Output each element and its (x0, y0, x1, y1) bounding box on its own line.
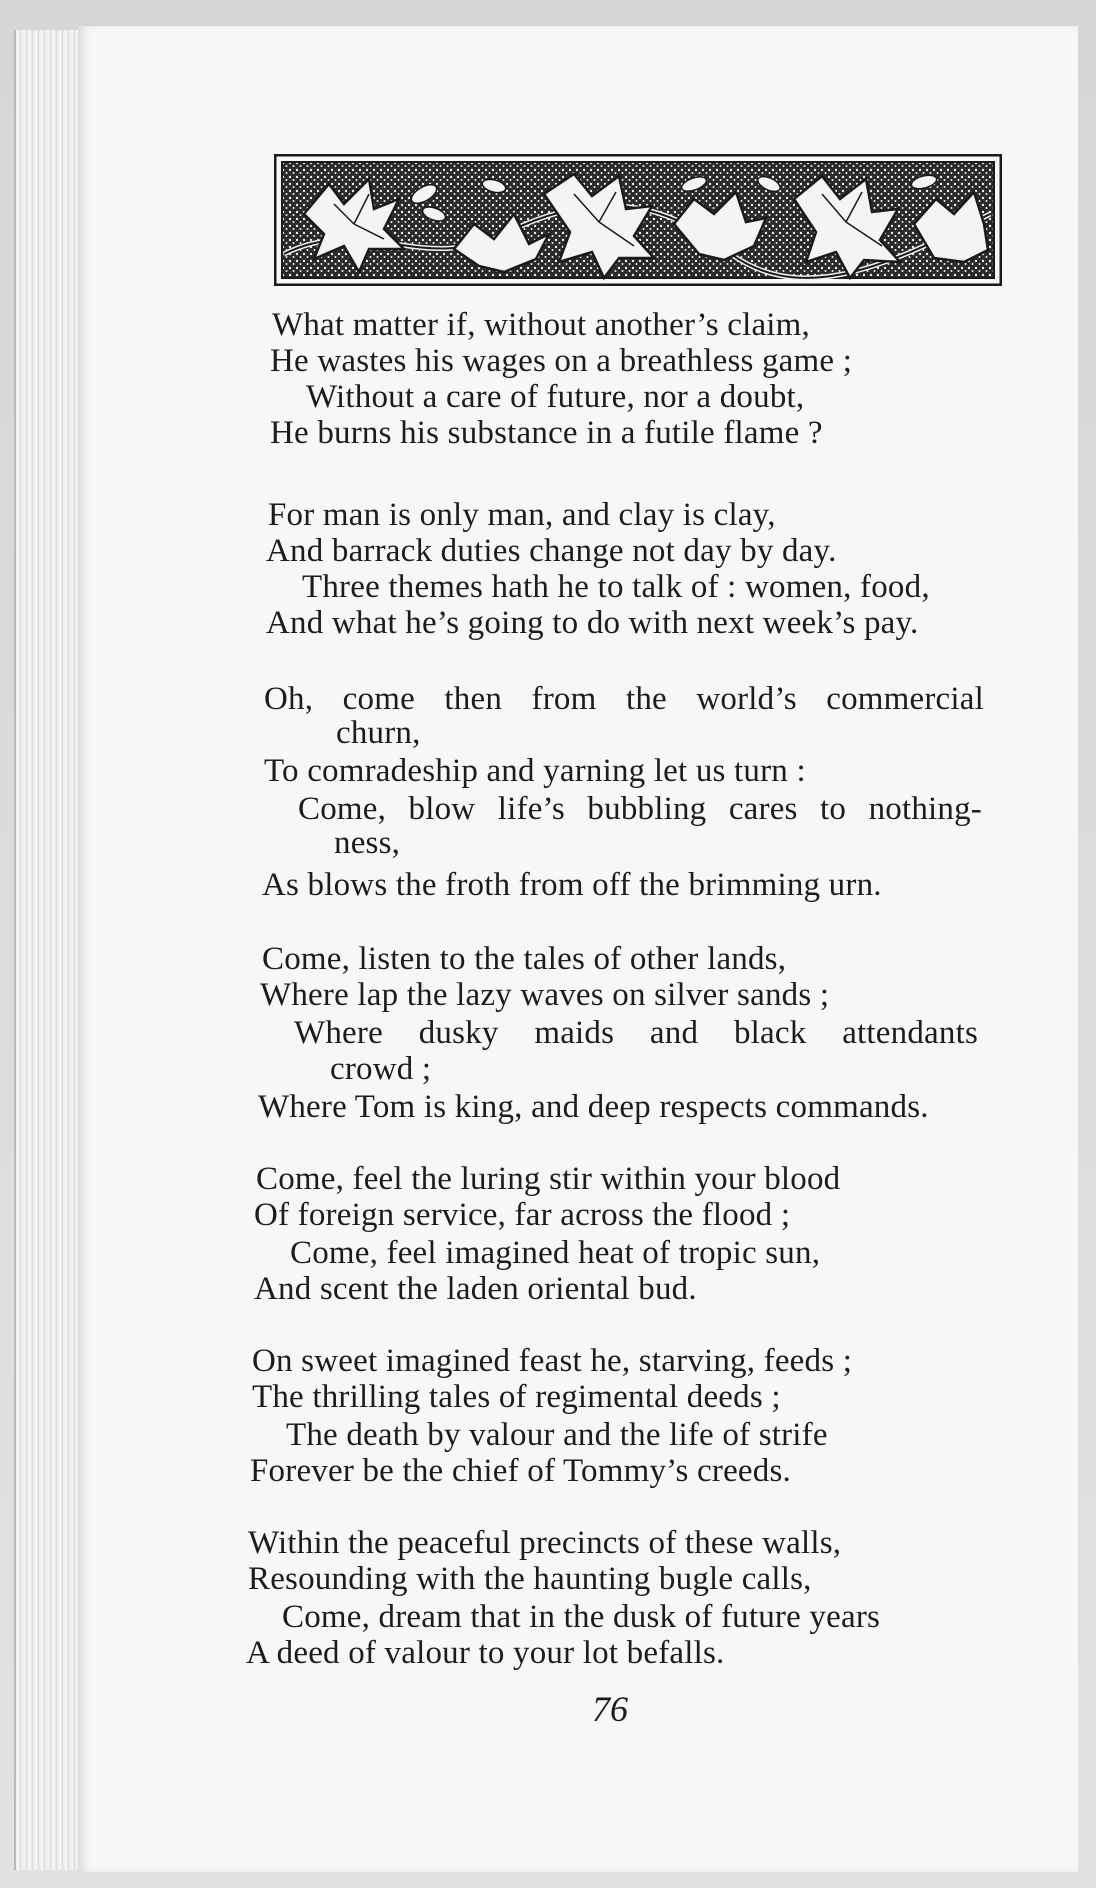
poem-line: Without a care of future, nor a doubt, (306, 379, 805, 415)
poem-line: churn, (336, 715, 421, 751)
poem-line: As blows the froth from off the brimming urn. (262, 867, 882, 903)
poem-line: A deed of valour to your lot befalls. (246, 1635, 725, 1671)
poem-line: Oh, come then from the world’s commercial (264, 681, 984, 717)
poem-line: The death by valour and the life of strife (286, 1417, 828, 1453)
poem-line: And scent the laden oriental bud. (254, 1271, 697, 1307)
poem-line: He burns his substance in a futile flame ? (270, 415, 823, 451)
poem-line: ness, (334, 825, 401, 861)
poem-line: Forever be the chief of Tommy’s creeds. (250, 1453, 791, 1489)
poem-line: For man is only man, and clay is clay, (268, 497, 776, 533)
poem-line: Resounding with the haunting bugle calls, (248, 1561, 812, 1597)
poem-line: The thrilling tales of regimental deeds ; (252, 1379, 781, 1415)
poem-line: He wastes his wages on a breathless game ; (270, 343, 853, 379)
poem-line: Within the peaceful precincts of these walls, (248, 1525, 842, 1561)
poem-line: Of foreign service, far across the flood ; (254, 1197, 791, 1233)
poem-line: Come, blow life’s bubbling cares to nothing- (298, 791, 982, 827)
poem-line: Where Tom is king, and deep respects commands. (258, 1089, 929, 1125)
poem-line: crowd ; (330, 1051, 432, 1087)
poem-line: Come, feel imagined heat of tropic sun, (290, 1235, 821, 1271)
poem-line: Three themes hath he to talk of : women, food, (302, 569, 930, 605)
poem-line: Where dusky maids and black attendants (294, 1015, 978, 1051)
poem-line: On sweet imagined feast he, starving, feeds ; (252, 1343, 853, 1379)
page-number: 76 (592, 1689, 628, 1729)
poem-line: Come, listen to the tales of other lands, (262, 941, 787, 977)
poem-line: Where lap the lazy waves on silver sands ; (260, 977, 830, 1013)
poem-line: What matter if, without another’s claim, (272, 307, 810, 343)
poem-line: To comradeship and yarning let us turn : (264, 753, 806, 789)
poem-line: Come, dream that in the dusk of future years (282, 1599, 881, 1635)
poem-line: Come, feel the luring stir within your blood (256, 1161, 841, 1197)
poem-line: And what he’s going to do with next week’s pay. (266, 605, 919, 641)
poem-line: And barrack duties change not day by day. (266, 533, 837, 569)
